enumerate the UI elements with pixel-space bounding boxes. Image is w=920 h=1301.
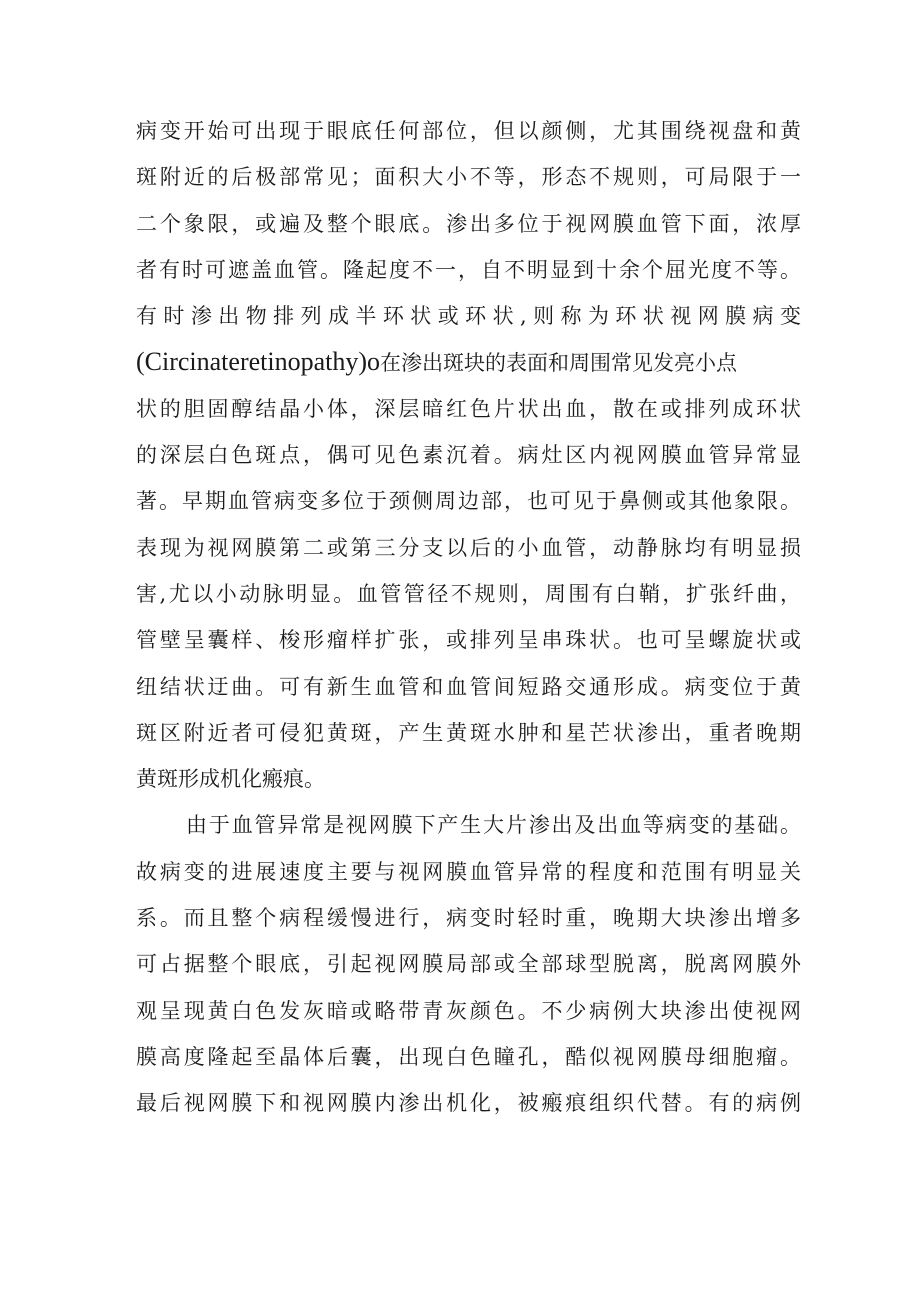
text-line: 二个象限，或遍及整个眼底。渗出多位于视网膜血管下面，浓厚 bbox=[136, 211, 801, 236]
text-line: 可占据整个眼底，引起视网膜局部或全部球型脱离，脱离网膜外 bbox=[136, 952, 801, 977]
text-line: 著。早期血管病变多位于颈侧周边部，也可见于鼻侧或其他象限。 bbox=[136, 489, 801, 514]
text-line: 纽结状迂曲。可有新生血管和血管间短路交通形成。病变位于黄 bbox=[136, 674, 801, 699]
text-line: 状的胆固醇结晶小体，深层暗红色片状出血，散在或排列成环状 bbox=[136, 396, 801, 421]
text-line: 故病变的进展速度主要与视网膜血管异常的程度和范围有明显关 bbox=[136, 859, 801, 884]
text-line: 表现为视网膜第二或第三分支以后的小血管，动静脉均有明显损 bbox=[136, 535, 801, 560]
paragraph-2 bbox=[136, 802, 801, 1126]
text-line: 斑附近的后极部常见；面积大小不等，形态不规则，可局限于一 bbox=[136, 165, 801, 190]
text-line: 病变开始可出现于眼底任何部位，但以颜侧，尤其围绕视盘和黄 bbox=[136, 119, 801, 143]
paragraph-1 bbox=[136, 108, 801, 802]
text-line: 者有时可遮盖血管。隆起度不一，自不明显到十余个屈光度不等。 bbox=[136, 257, 801, 282]
text-line: 管壁呈囊样、梭形瘤样扩张，或排列呈串珠状。也可呈螺旋状或 bbox=[136, 628, 801, 653]
latin-term: (Circinateretinopathy)o bbox=[136, 347, 381, 377]
text-line: 有时渗出物排列成半环状或环状,则称为环状视网膜病变 bbox=[136, 304, 801, 329]
text-line-mixed bbox=[136, 339, 801, 385]
text-line: 的深层白色斑点，偶可见色素沉着。病灶区内视网膜血管异常显 bbox=[136, 443, 801, 468]
body-text bbox=[136, 108, 801, 1127]
text-line: 系。而且整个病程缓慢进行，病变时轻时重，晚期大块渗出增多 bbox=[136, 906, 801, 931]
text-line: 最后视网膜下和视网膜内渗出机化，被瘢痕组织代替。有的病例 bbox=[136, 1091, 801, 1116]
text-line: 害,尤以小动脉明显。血管管径不规则，周围有白鞘，扩张纤曲， bbox=[136, 581, 801, 606]
text-line: 观呈现黄白色发灰暗或略带青灰颜色。不少病例大块渗出使视网 bbox=[136, 998, 801, 1023]
text-line: 斑区附近者可侵犯黄斑，产生黄斑水肿和星芒状渗出，重者晚期 bbox=[136, 720, 801, 745]
text-line: 黄斑形成机化瘢痕。 bbox=[136, 767, 325, 792]
text-line-tail: 在渗出斑块的表面和周围常见发亮小点 bbox=[380, 351, 738, 376]
text-line: 由于血管异常是视网膜下产生大片渗出及出血等病变的基础。 bbox=[186, 813, 801, 838]
text-line: 膜高度隆起至晶体后囊，出现白色瞳孔，酷似视网膜母细胞瘤。 bbox=[136, 1044, 801, 1069]
